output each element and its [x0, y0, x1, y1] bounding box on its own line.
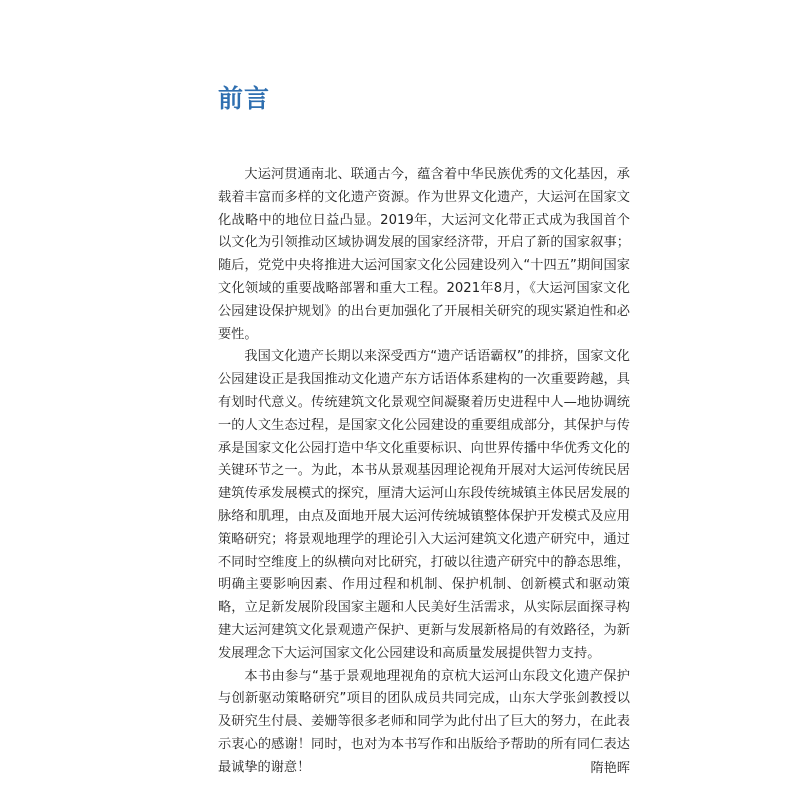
page-title: 前言 [218, 84, 271, 113]
paragraph-3: 本书由参与“基于景观地理视角的京杭大运河山东段文化遗产保护与创新驱动策略研究”项目的团队成员共同完成，山东大学张剑教授以及研究生付晨、姜姗等很多老师和同学为此付出了巨大的努力，在此表示衷心的感谢！同时，也对为本书写作和出版给予帮助的所有同仁表达最诚挚的谢意！ [218, 668, 630, 775]
paragraph-1: 大运河贯通南北、联通古今，蕴含着中华民族优秀的文化基因，承载着丰富而多样的文化遗产资源。作为世界文化遗产，大运河在国家文化战略中的地位日益凸显。2019年，大运河文化带正式成为我国首个以文化为引领推动区域协调发展的国家经济带，开启了新的国家叙事；随后，党党中央将推进大运河国家文化公园建设列入“十四五”期间国家文化领域的重要战略部署和重大工程。2021年8月，《大运河国家文化公园建设保护规划》的出台更加强化了开展相关研究的现实紧迫性和必要性。 [218, 167, 630, 342]
author-signature: 隋艳晖 [590, 761, 630, 776]
preface-body [218, 164, 630, 780]
paragraph-2: 我国文化遗产长期以来深受西方“遗产话语霸权”的排挤，国家文化公园建设正是我国推动文化遗产东方话语体系建构的一次重要跨越，具有划时代意义。传统建筑文化景观空间凝聚着历史进程中人—地协调统一的人文生态过程，是国家文化公园建设的重要组成部分，其保护与传承是国家文化公园打造中华文化重要标识、向世界传播中华优秀文化的关键环节之一。为此，本书从景观基因理论视角开展对大运河传统民居建筑传承发展模式的探究，厘清大运河山东段传统城镇主体民居发展的脉络和肌理，由点及面地开展大运河传统城镇整体保护开发模式及应用策略研究；将景观地理学的理论引入大运河建筑文化遗产研究中，通过不同时空维度上的纵横向对比研究，打破以往遗产研究中的静态思维，明确主要影响因素、作用过程和机制、保护机制、创新模式和驱动策略，立足新发展阶段国家主题和人民美好生活需求，从实际层面探寻构建大运河建筑文化景观遗产保护、更新与发展新格局的有效路径，为新发展理念下大运河国家文化公园建设和高质量发展提供智力支持。 [218, 349, 630, 661]
